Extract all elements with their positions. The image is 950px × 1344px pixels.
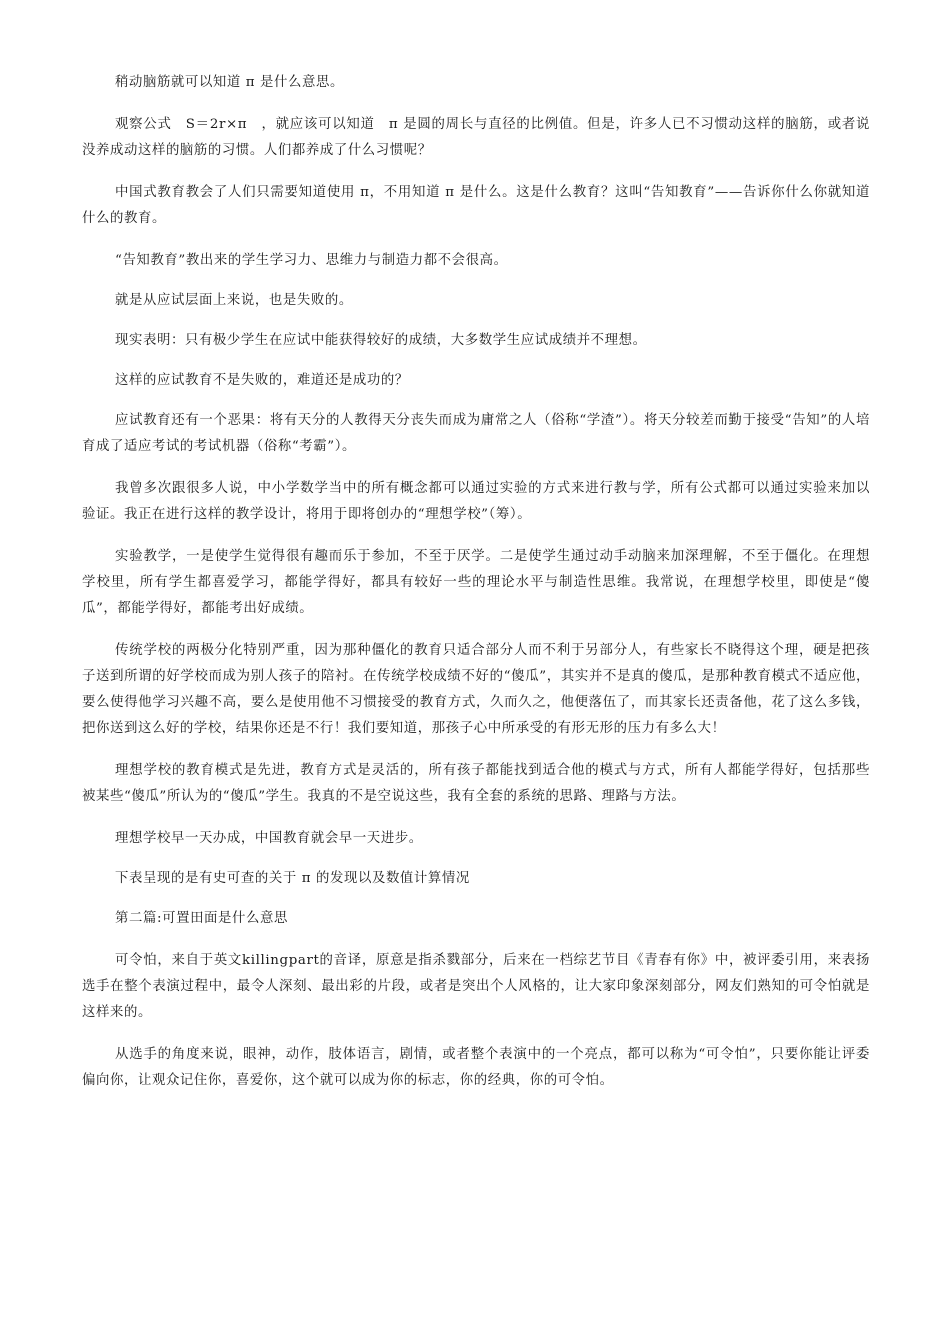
section-heading: 第二篇:可置田面是什么意思 [115,911,288,926]
paragraph-progress: 理想学校早一天办成，中国教育就会早一天进步。 [115,831,423,846]
paragraph-chinese-education: 中国式教育教会了人们只需要知道使用 π，不用知道 π 是什么。这是什么教育？这叫“告知教育”——告诉你什么你就知道什么的教育。 [82,185,870,226]
paragraph-table-intro: 下表呈现的是有史可查的关于 π 的发现以及数值计算情况 [115,871,470,886]
paragraph-question: 这样的应试教育不是失败的，难道还是成功的？ [115,373,409,388]
paragraph-reality: 现实表明：只有极少学生在应试中能获得较好的成绩，大多数学生应试成绩并不理想。 [115,333,647,348]
paragraph-traditional-school: 传统学校的两极分化特别严重，因为那种僵化的教育只适合部分人而不利于另部分人，有些家长不晓得这个理，硬是把孩子送到所谓的好学校而成为别人孩子的陪衬。在传统学校成绩不好的“傻瓜”，其实并不是真的傻瓜，是那种教育模式不适应他，要么使得他学习兴趣不高，要么是使用他不习惯接受的教育方式，久而久之，他便落伍了，而其家长还责备他，花了这么多钱，把你送到这么好的学校，结果你还是不行！我们要知道，那孩子心中所承受的有形无形的压力有多么大！ [82,643,870,736]
paragraph-ideal-school: 理想学校的教育模式是先进，教育方式是灵活的，所有孩子都能找到适合他的模式与方式，所有人都能学得好，包括那些被某些“傻瓜”所认为的“傻瓜”学生。我真的不是空说这些，我有全套的系统的思路、理路与方法。 [82,763,870,804]
paragraph-exam-failure: 就是从应试层面上来说，也是失败的。 [115,293,353,308]
paragraph-formula: 观察公式 S＝2r×π ，就应该可以知道 π 是圆的周长与直径的比例值。但是，许多人已不习惯动这样的脑筋，或者说没养成动这样的脑筋的习惯。人们都养成了什么习惯呢？ [82,117,870,158]
paragraph-contestant-view: 从选手的角度来说，眼神，动作，肢体语言，剧情，或者整个表演中的一个亮点，都可以称为“可令怕”，只要你能让评委偏向你，让观众记住你，喜爱你，这个就可以成为你的标志，你的经典，你的可令怕。 [82,1047,870,1088]
paragraph-bad-result: 应试教育还有一个恶果：将有天分的人教得天分丧失而成为庸常之人（俗称“学渣”）。将天分较差而勤于接受“告知”的人培育成了适应考试的考试机器（俗称“考霸”）。 [82,413,870,454]
document-page [82,70,870,1094]
paragraph-experiment-teaching: 实验教学，一是使学生觉得很有趣而乐于参加，不至于厌学。二是使学生通过动手动脑来加深理解，不至于僵化。在理想学校里，所有学生都喜爱学习，都能学得好，都具有较好一些的理论水平与制造性思维。我常说，在理想学校里，即使是“傻瓜”，都能学得好，都能考出好成绩。 [82,549,870,616]
paragraph-killing-part: 可令怕，来自于英文killingpart的音译，原意是指杀戮部分，后来在一档综艺节目《青春有你》中，被评委引用，来表扬选手在整个表演过程中，最令人深刻、最出彩的片段，或者是突出个人风格的，让大家印象深刻部分，网友们熟知的可令怕就是这样来的。 [82,953,870,1020]
paragraph-pi-meaning: 稍动脑筋就可以知道 π 是什么意思。 [115,75,344,90]
paragraph-experiments: 我曾多次跟很多人说，中小学数学当中的所有概念都可以通过实验的方式来进行教与学，所有公式都可以通过实验来加以验证。我正在进行这样的教学设计，将用于即将创办的“理想学校”（筹）。 [82,481,870,522]
paragraph-inform-education: “告知教育”教出来的学生学习力、思维力与制造力都不会很高。 [115,253,508,268]
